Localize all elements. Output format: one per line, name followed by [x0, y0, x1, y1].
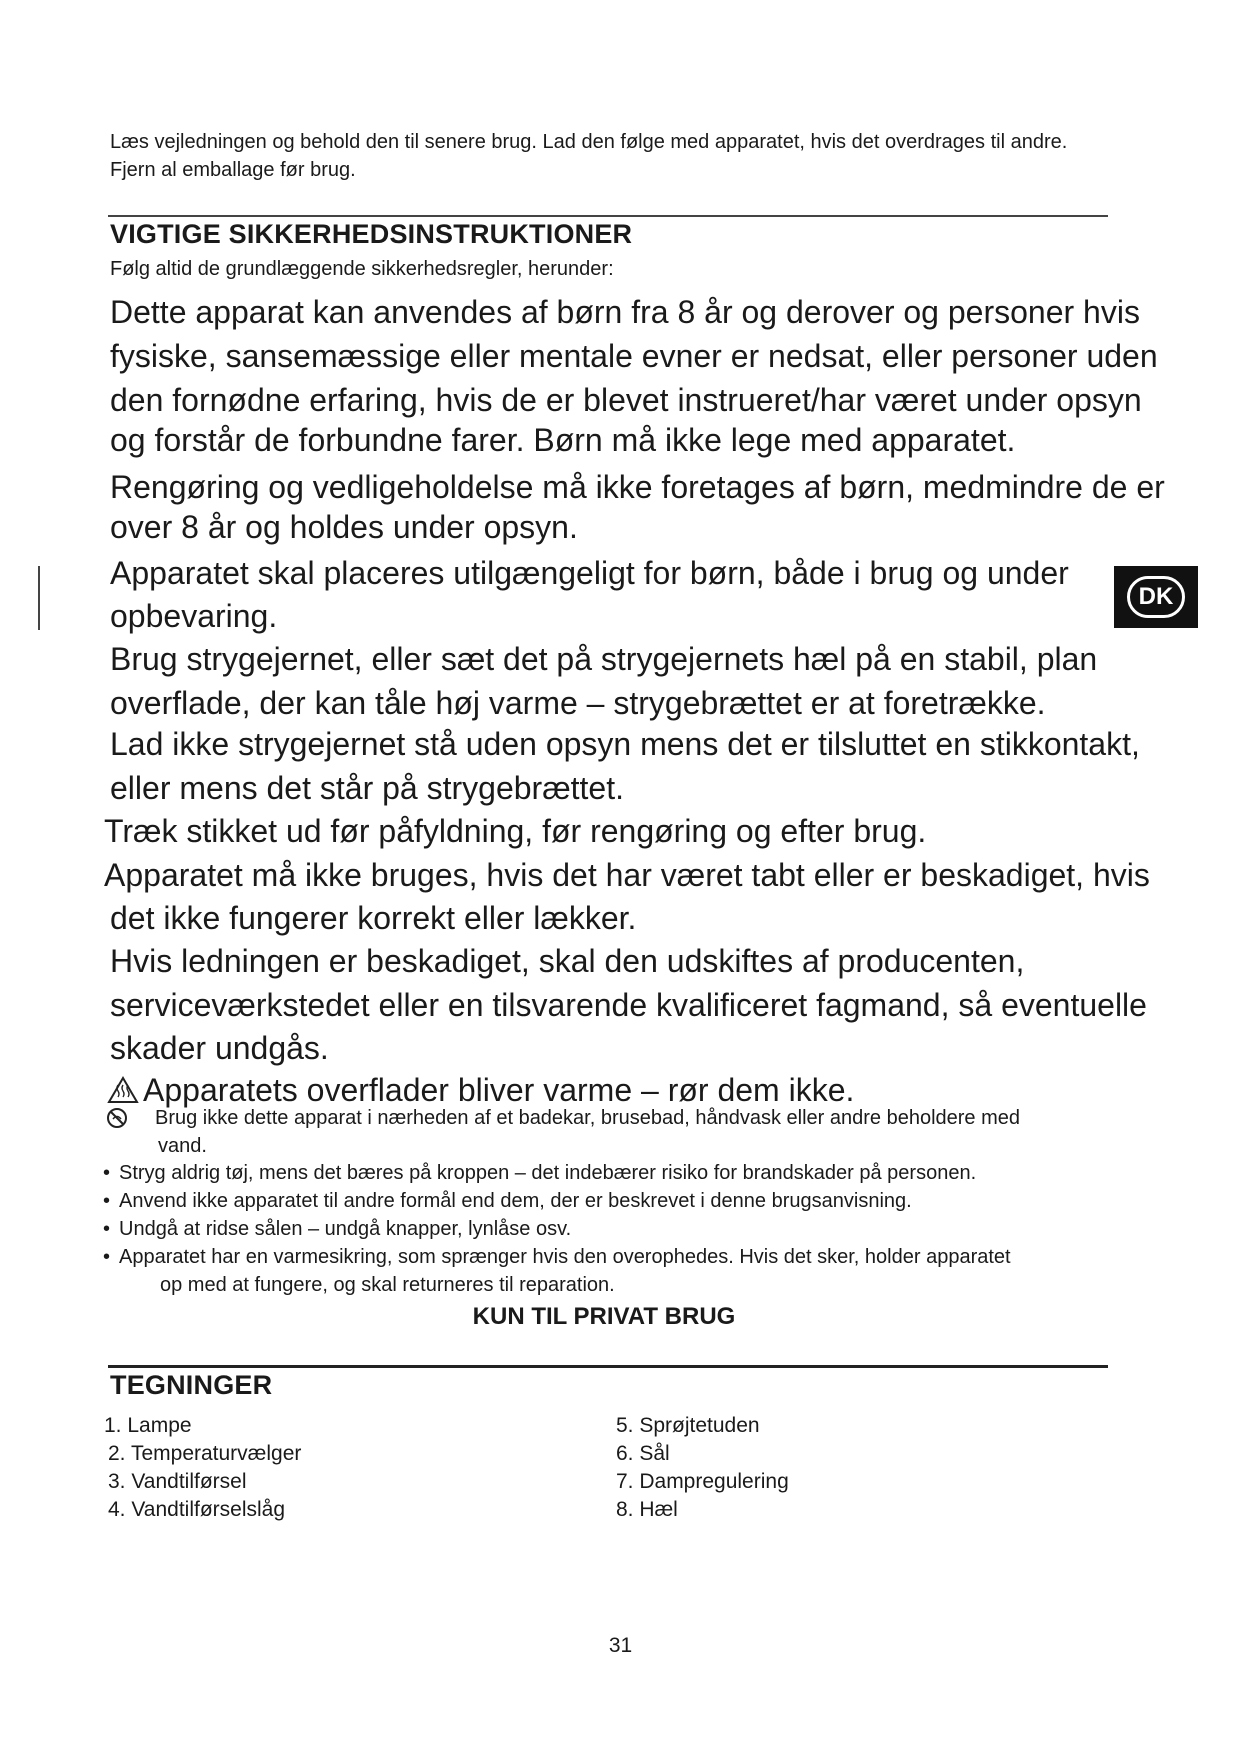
safety-line: Lad ikke strygejernet stå uden opsyn mens det er tilsluttet en stikkontakt,	[110, 726, 1140, 762]
hot-surface-icon	[107, 1075, 139, 1105]
list-item: 6. Sål	[616, 1442, 670, 1465]
safety-line: overflade, der kan tåle høj varme – strygebrættet er at foretrække.	[110, 685, 1046, 721]
safety-line: fysiske, sansemæssige eller mentale evner er nedsat, eller personer uden	[110, 338, 1158, 374]
private-use-label: KUN TIL PRIVAT BRUG	[472, 1303, 736, 1330]
list-item: 3. Vandtilførsel	[108, 1470, 247, 1493]
language-tab	[1114, 566, 1198, 628]
bullet-text: Undgå at ridse sålen – undgå knapper, lynlåse osv.	[119, 1218, 572, 1240]
page-number: 31	[608, 1634, 633, 1657]
safety-line: Træk stikket ud før påfyldning, før rengøring og efter brug.	[104, 813, 927, 849]
language-tab-label: DK	[1127, 576, 1185, 618]
section-divider	[108, 1365, 1108, 1368]
bullet-continuation: op med at fungere, og skal returneres til reparation.	[160, 1274, 615, 1296]
list-item: 4. Vandtilførselslåg	[108, 1498, 286, 1521]
safety-line: Apparatet skal placeres utilgængeligt for børn, både i brug og under	[110, 555, 1069, 591]
safety-line: Hvis ledningen er beskadiget, skal den udskiftes af producenten,	[110, 943, 1025, 979]
safety-subheading: Følg altid de grundlæggende sikkerhedsregler, herunder:	[110, 258, 614, 280]
bullet-icon: •	[103, 1190, 111, 1212]
water-warning-line: vand.	[158, 1135, 207, 1157]
safety-line: serviceværkstedet eller en tilsvarende kvalificeret fagmand, så eventuelle	[110, 987, 1147, 1023]
safety-line: over 8 år og holdes under opsyn.	[110, 509, 578, 545]
safety-heading: VIGTIGE SIKKERHEDSINSTRUKTIONER	[110, 219, 633, 249]
list-item: 5. Sprøjtetuden	[616, 1414, 760, 1437]
safety-line: skader undgås.	[110, 1030, 329, 1066]
safety-line: Brug strygejernet, eller sæt det på strygejernets hæl på en stabil, plan	[110, 641, 1098, 677]
list-item: 7. Dampregulering	[616, 1470, 789, 1493]
safety-line: eller mens det står på strygebrættet.	[110, 770, 624, 806]
list-item: 1. Lampe	[104, 1414, 192, 1437]
list-item: 2. Temperaturvælger	[108, 1442, 302, 1465]
bullet-icon: •	[103, 1246, 111, 1268]
bullet-icon: •	[103, 1218, 111, 1240]
water-warning-line: Brug ikke dette apparat i nærheden af et badekar, brusebad, håndvask eller andre beholdere med	[155, 1107, 1021, 1129]
safety-line: opbevaring.	[110, 598, 278, 634]
safety-line: Apparatet må ikke bruges, hvis det har været tabt eller er beskadiget, hvis	[104, 857, 1150, 893]
intro-text: Læs vejledningen og behold den til senere brug. Lad den følge med apparatet, hvis det overdrages til andre. Fjern al emballage før brug.	[110, 131, 1068, 181]
section-divider	[108, 215, 1108, 217]
bullet-text: Apparatet har en varmesikring, som sprænger hvis den overophedes. Hvis det sker, holder apparatet	[119, 1246, 1011, 1268]
safety-line: Rengøring og vedligeholdelse må ikke foretages af børn, medmindre de er	[110, 469, 1165, 505]
page-edge-mark	[38, 566, 40, 630]
hot-surface-text: Apparatets overflader bliver varme – rør dem ikke.	[143, 1072, 855, 1108]
drawings-heading: TEGNINGER	[110, 1370, 273, 1400]
no-water-icon	[106, 1107, 128, 1129]
drawings-list-right	[616, 1412, 789, 1524]
drawings-list-left	[104, 1412, 301, 1524]
bullet-text: Stryg aldrig tøj, mens det bæres på kroppen – det indebærer risiko for brandskader på personen.	[119, 1162, 977, 1184]
safety-line: Dette apparat kan anvendes af børn fra 8 år og derover og personer hvis	[110, 294, 1140, 330]
safety-line: det ikke fungerer korrekt eller lækker.	[110, 900, 637, 936]
list-item: 8. Hæl	[616, 1498, 678, 1521]
bullet-text: Anvend ikke apparatet til andre formål end dem, der er beskrevet i denne brugsanvisning.	[119, 1190, 912, 1212]
safety-line: den fornødne erfaring, hvis de er blevet instrueret/har været under opsyn	[110, 382, 1142, 418]
safety-line: og forstår de forbundne farer. Børn må ikke lege med apparatet.	[110, 422, 1016, 458]
bullet-icon: •	[103, 1162, 111, 1184]
